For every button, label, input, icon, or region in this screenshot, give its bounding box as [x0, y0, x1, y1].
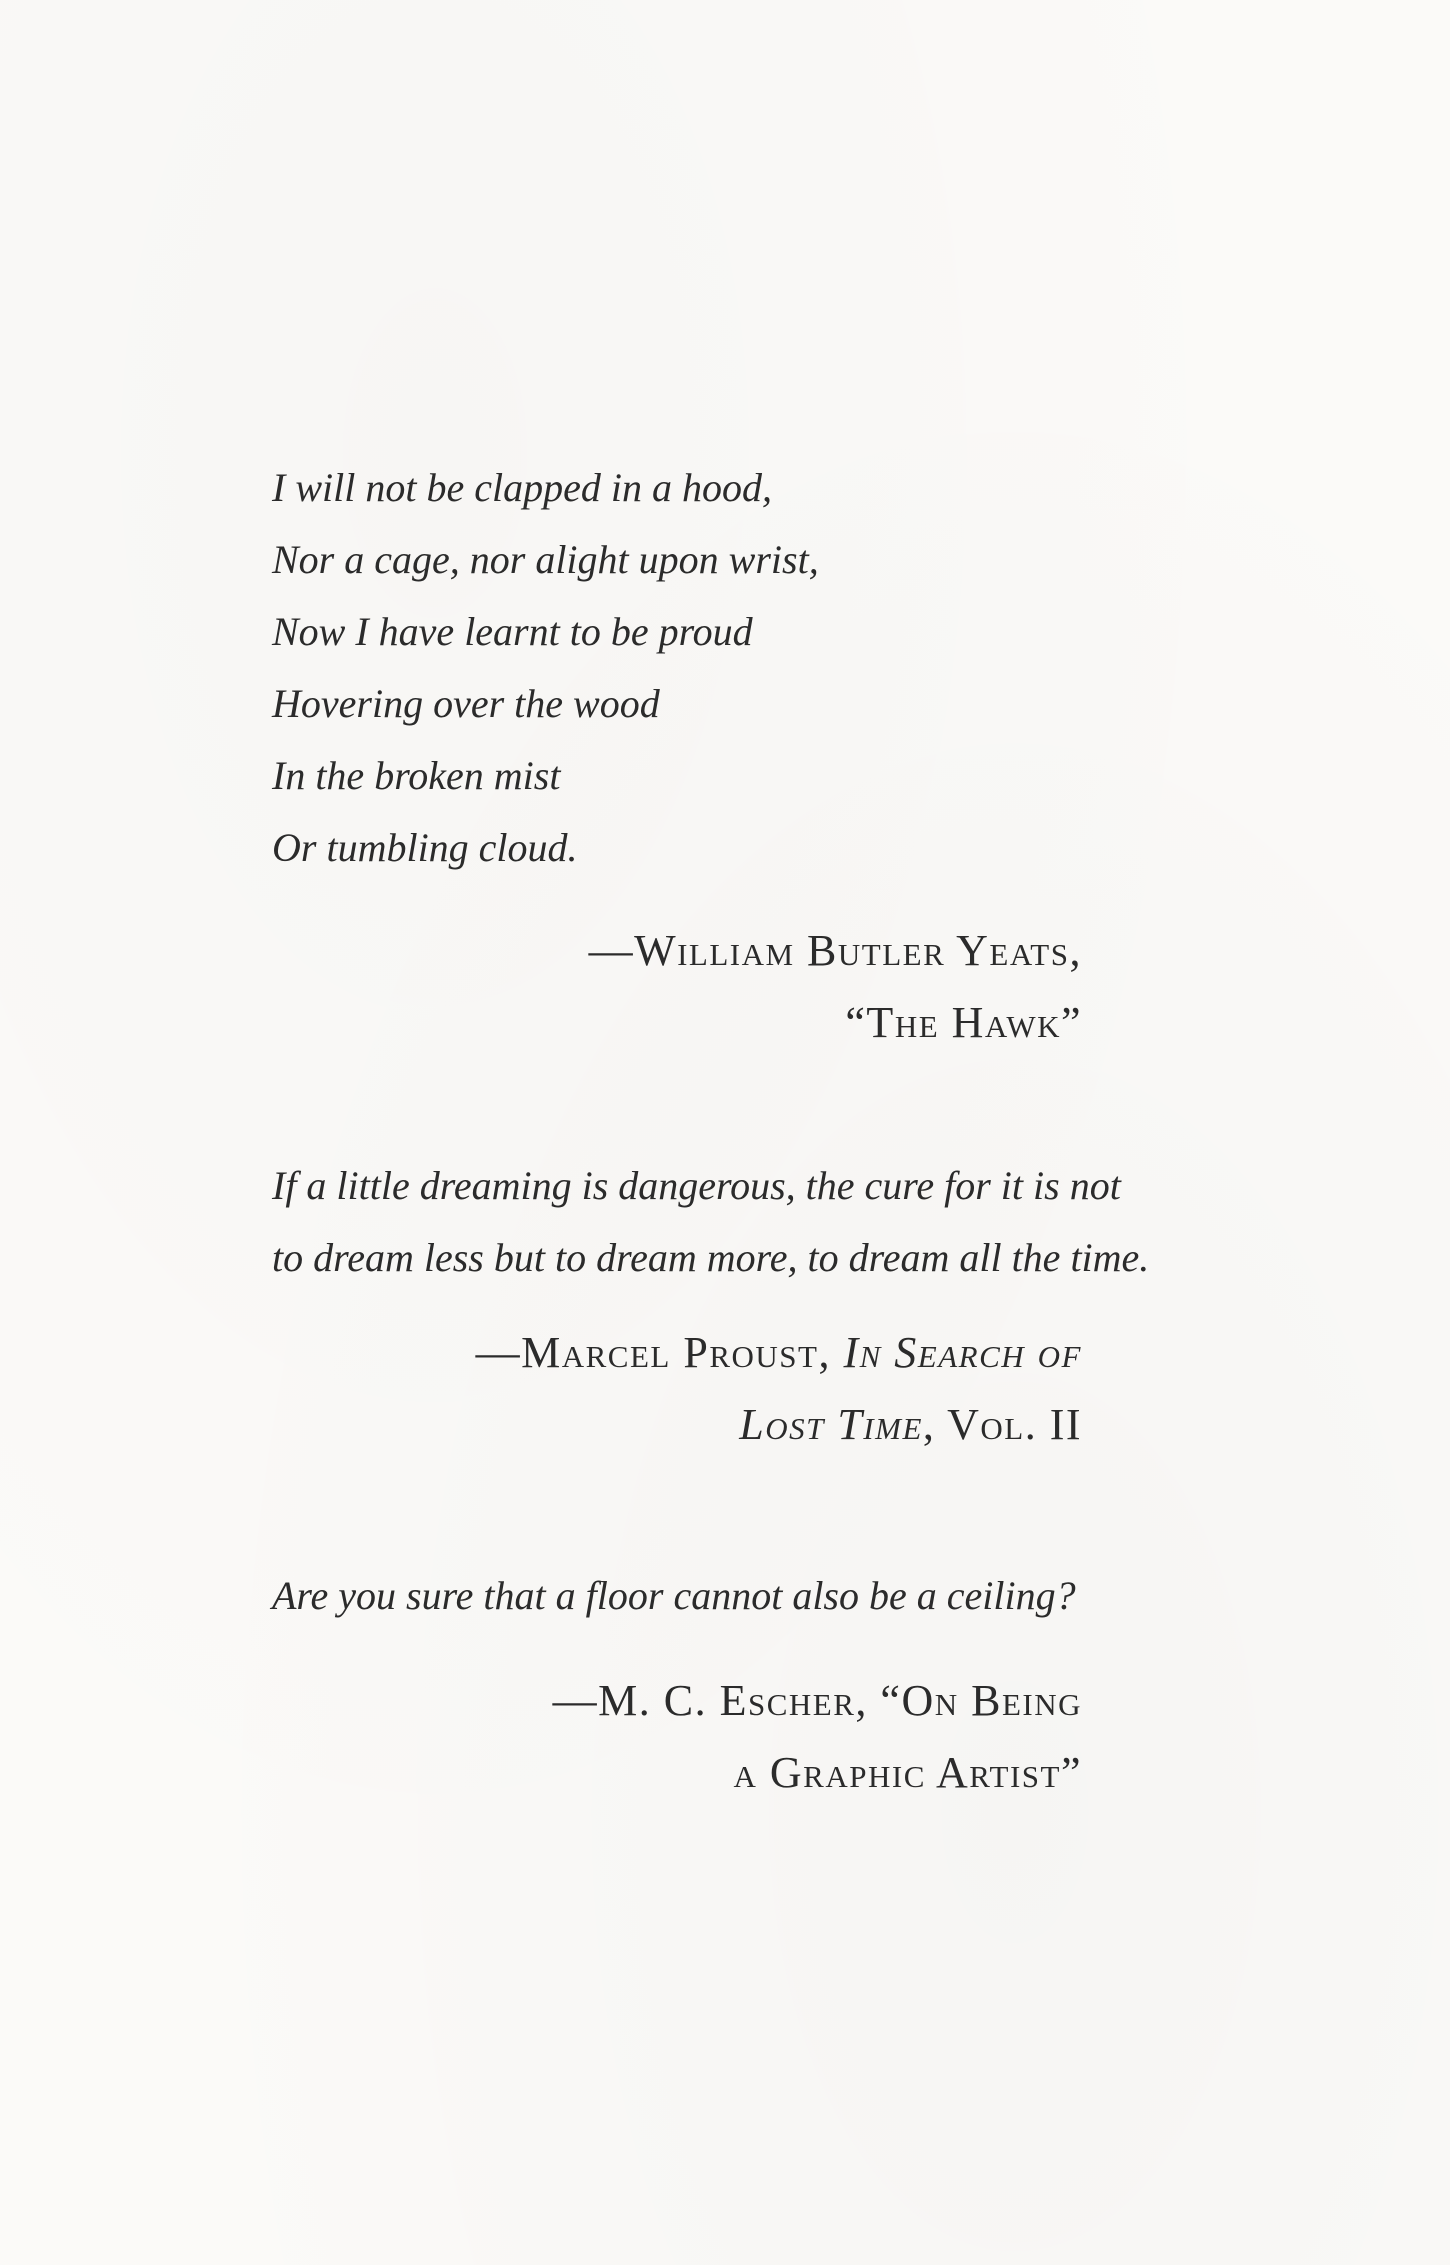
attribution-author: —M. C. Escher, “On Being — [552, 1676, 1082, 1725]
poem-line: Now I have learnt to be proud — [272, 609, 753, 654]
escher-attribution — [272, 1665, 1082, 1809]
poem-line: I will not be clapped in a hood, — [272, 465, 772, 510]
poem-line: In the broken mist — [272, 753, 561, 798]
attribution-title: a Graphic Artist” — [733, 1748, 1082, 1797]
poem-line: Or tumbling cloud. — [272, 825, 578, 870]
quote-line: to dream less but to dream more, to dream all the time. — [272, 1235, 1150, 1280]
attribution-title: “The Hawk” — [845, 998, 1082, 1047]
quote-line: If a little dreaming is dangerous, the cure for it is not — [272, 1163, 1121, 1208]
attribution-line-1 — [272, 1317, 1082, 1389]
escher-quote — [272, 1560, 1082, 1632]
proust-attribution — [272, 1317, 1082, 1461]
poem-line: Nor a cage, nor alight upon wrist, — [272, 537, 819, 582]
yeats-attribution — [272, 915, 1082, 1059]
attribution-title-cont: Lost Time — [739, 1400, 923, 1449]
attribution-author: —William Butler Yeats, — [588, 926, 1082, 975]
attribution-volume: , Vol. II — [922, 1400, 1082, 1449]
quote-line: Are you sure that a floor cannot also be a ceiling? — [272, 1573, 1076, 1618]
attribution-title: In Search of — [843, 1328, 1082, 1377]
attribution-line-2 — [272, 1389, 1082, 1461]
yeats-poem — [272, 452, 1082, 884]
poem-line: Hovering over the wood — [272, 681, 660, 726]
proust-quote — [272, 1150, 1150, 1294]
attribution-author: —Marcel Proust, — [475, 1328, 844, 1377]
